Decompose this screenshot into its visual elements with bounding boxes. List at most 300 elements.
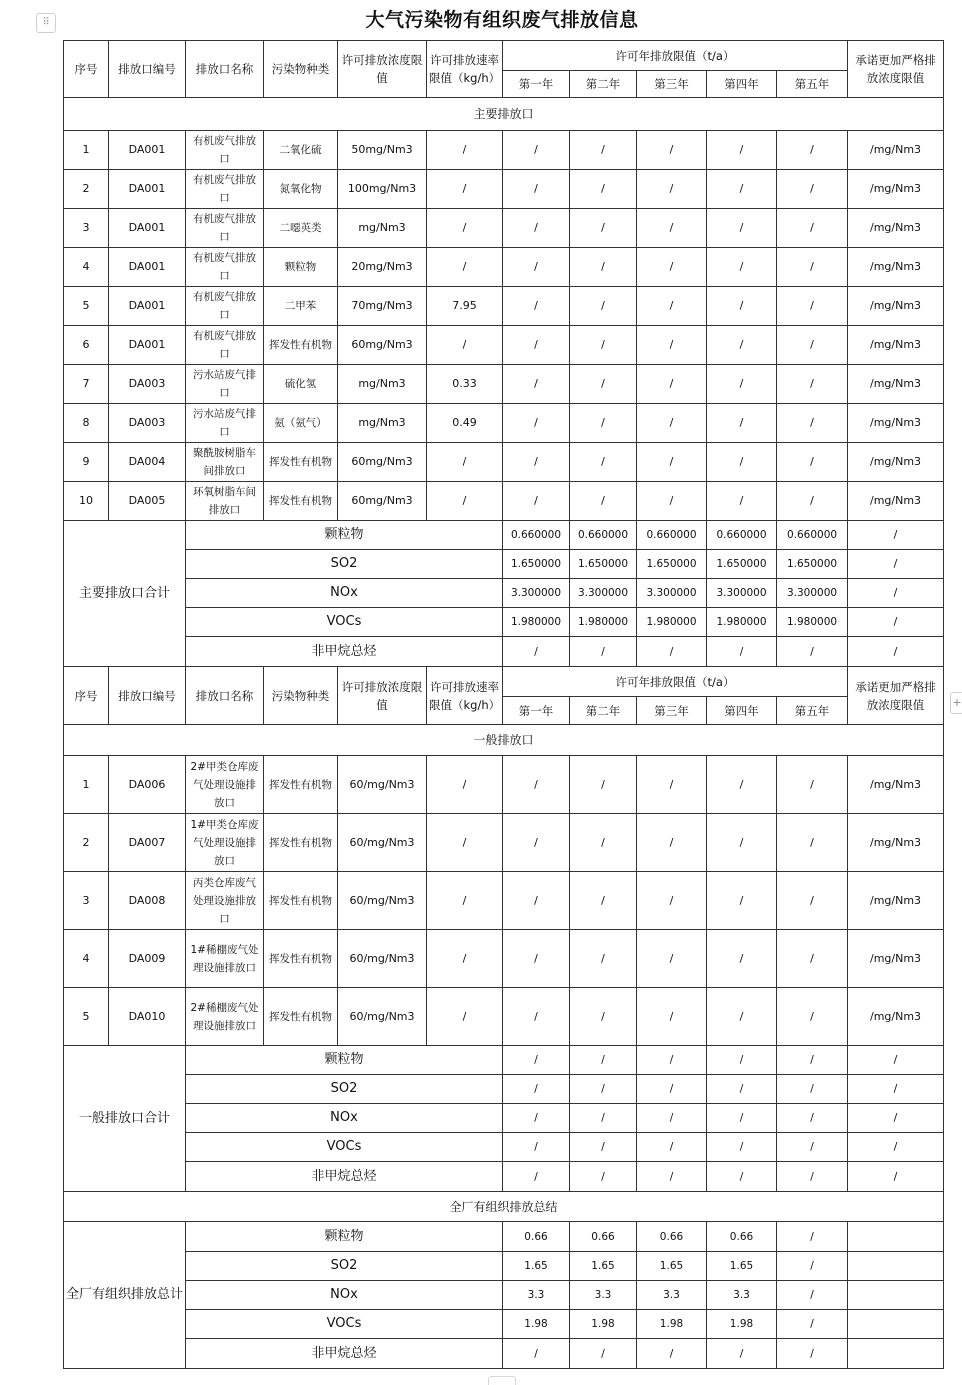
row-year-value: / [637, 930, 707, 988]
total-year-value: 1.650000 [777, 550, 848, 579]
row-year-value: / [570, 443, 637, 482]
total-year-value: 1.65 [707, 1252, 777, 1281]
row-outlet-name: 有机废气排放口 [186, 326, 264, 365]
row-year-value: / [777, 930, 848, 988]
table-row [64, 248, 944, 287]
total-year-value: / [777, 1162, 848, 1192]
row-conc-limit: 60/mg/Nm3 [338, 756, 427, 814]
add-column-icon[interactable]: + [950, 692, 962, 714]
total-year-value: / [707, 1075, 777, 1104]
row-year-value: / [637, 287, 707, 326]
total-year-value: 3.3 [637, 1281, 707, 1310]
row-year-value: / [570, 131, 637, 170]
total-year-value: 0.66 [503, 1222, 570, 1252]
total-year-value: / [503, 1075, 570, 1104]
row-year-value: / [777, 756, 848, 814]
row-rate-limit: / [427, 131, 503, 170]
row-year-value: / [707, 482, 777, 521]
row-year-value: / [637, 756, 707, 814]
row-year-value: / [637, 131, 707, 170]
header-year: 第一年 [503, 71, 570, 98]
total-year-value: 1.980000 [503, 608, 570, 637]
row-outlet-name: 2#甲类仓库废气处理设施排放口 [186, 756, 264, 814]
row-year-value: / [503, 482, 570, 521]
total-item: VOCs [186, 608, 503, 637]
total-item: 颗粒物 [186, 521, 503, 550]
row-seq: 4 [64, 248, 109, 287]
row-year-value: / [707, 170, 777, 209]
total-year-value: / [570, 1133, 637, 1162]
total-year-value: 1.65 [503, 1252, 570, 1281]
section-row [64, 98, 944, 131]
row-year-value: / [570, 404, 637, 443]
row-year-value: / [637, 872, 707, 930]
row-stricter-limit: /mg/Nm3 [848, 482, 944, 521]
total-year-value: / [637, 1339, 707, 1369]
row-pollutant: 二甲苯 [264, 287, 338, 326]
row-rate-limit: / [427, 443, 503, 482]
header-year: 第五年 [777, 697, 848, 725]
row-seq: 8 [64, 404, 109, 443]
row-year-value: / [777, 248, 848, 287]
section-plant-summary: 全厂有组织排放总结 [64, 1192, 944, 1222]
total-year-value: 3.300000 [707, 579, 777, 608]
row-stricter-limit: /mg/Nm3 [848, 209, 944, 248]
resize-handle[interactable] [488, 1376, 516, 1385]
total-row [64, 608, 944, 637]
total-row [64, 550, 944, 579]
row-year-value: / [777, 814, 848, 872]
total-label: 全厂有组织排放总计 [64, 1222, 186, 1369]
row-rate-limit: / [427, 872, 503, 930]
header-stricter: 承诺更加严格排放浓度限值 [848, 667, 944, 725]
row-pollutant: 挥发性有机物 [264, 482, 338, 521]
total-stricter: / [848, 1133, 944, 1162]
total-item: SO2 [186, 1252, 503, 1281]
row-year-value: / [637, 209, 707, 248]
header-year: 第三年 [637, 71, 707, 98]
total-year-value: 1.650000 [707, 550, 777, 579]
total-year-value: / [570, 637, 637, 667]
total-year-value: 0.660000 [637, 521, 707, 550]
row-year-value: / [707, 326, 777, 365]
total-stricter: / [848, 1046, 944, 1075]
row-year-value: / [707, 872, 777, 930]
total-label: 一般排放口合计 [64, 1046, 186, 1192]
section-row [64, 725, 944, 756]
row-outlet-name: 1#稀棚废气处理设施排放口 [186, 930, 264, 988]
row-year-value: / [777, 287, 848, 326]
total-year-value: 3.300000 [637, 579, 707, 608]
row-year-value: / [570, 365, 637, 404]
row-conc-limit: 20mg/Nm3 [338, 248, 427, 287]
row-outlet-name: 污水站废气排口 [186, 404, 264, 443]
row-year-value: / [777, 482, 848, 521]
total-row [64, 1046, 944, 1075]
total-stricter: / [848, 1075, 944, 1104]
total-year-value: / [570, 1339, 637, 1369]
row-outlet-code: DA001 [109, 287, 186, 326]
row-outlet-name: 丙类仓库废气处理设施排放口 [186, 872, 264, 930]
row-year-value: / [707, 443, 777, 482]
row-pollutant: 挥发性有机物 [264, 988, 338, 1046]
page-title: 大气污染物有组织废气排放信息 [365, 9, 639, 31]
total-stricter: / [848, 608, 944, 637]
row-seq: 5 [64, 287, 109, 326]
row-year-value: / [777, 209, 848, 248]
row-outlet-name: 有机废气排放口 [186, 287, 264, 326]
row-pollutant: 挥发性有机物 [264, 814, 338, 872]
total-year-value: 1.980000 [570, 608, 637, 637]
total-year-value: / [503, 1104, 570, 1133]
table-row [64, 443, 944, 482]
total-item: NOx [186, 1281, 503, 1310]
row-rate-limit: / [427, 326, 503, 365]
total-year-value: / [707, 1162, 777, 1192]
total-year-value: 0.660000 [707, 521, 777, 550]
total-row [64, 1133, 944, 1162]
row-outlet-name: 有机废气排放口 [186, 131, 264, 170]
row-year-value: / [707, 365, 777, 404]
row-outlet-code: DA003 [109, 365, 186, 404]
total-year-value: 1.65 [637, 1252, 707, 1281]
table-row [64, 756, 944, 814]
row-pollutant: 挥发性有机物 [264, 756, 338, 814]
row-year-value: / [777, 365, 848, 404]
header-conc-limit: 许可排放浓度限值 [338, 41, 427, 98]
header-pollutant: 污染物种类 [264, 667, 338, 725]
row-year-value: / [503, 404, 570, 443]
row-year-value: / [570, 482, 637, 521]
total-year-value: 1.980000 [777, 608, 848, 637]
row-pollutant: 挥发性有机物 [264, 872, 338, 930]
row-conc-limit: mg/Nm3 [338, 209, 427, 248]
row-year-value: / [503, 365, 570, 404]
table-row [64, 930, 944, 988]
row-conc-limit: 60/mg/Nm3 [338, 814, 427, 872]
total-item: 非甲烷总烃 [186, 1162, 503, 1192]
row-seq: 1 [64, 131, 109, 170]
total-item: SO2 [186, 550, 503, 579]
table-row [64, 365, 944, 404]
total-year-value: 1.650000 [503, 550, 570, 579]
row-outlet-code: DA007 [109, 814, 186, 872]
row-year-value: / [503, 170, 570, 209]
table-row [64, 404, 944, 443]
total-row [64, 1222, 944, 1252]
total-row [64, 1104, 944, 1133]
row-stricter-limit: /mg/Nm3 [848, 930, 944, 988]
row-stricter-limit: /mg/Nm3 [848, 872, 944, 930]
row-year-value: / [707, 131, 777, 170]
row-stricter-limit: /mg/Nm3 [848, 287, 944, 326]
total-year-value: 1.98 [707, 1310, 777, 1339]
total-year-value: 3.3 [570, 1281, 637, 1310]
row-year-value: / [503, 209, 570, 248]
total-year-value: / [777, 1104, 848, 1133]
row-year-value: / [503, 814, 570, 872]
total-stricter [848, 1310, 944, 1339]
row-year-value: / [637, 443, 707, 482]
row-stricter-limit: /mg/Nm3 [848, 988, 944, 1046]
total-year-value: / [503, 1133, 570, 1162]
total-row [64, 1075, 944, 1104]
total-row [64, 1252, 944, 1281]
row-year-value: / [637, 365, 707, 404]
total-year-value: 3.3 [503, 1281, 570, 1310]
total-year-value: / [570, 1162, 637, 1192]
total-row [64, 637, 944, 667]
row-year-value: / [777, 404, 848, 443]
row-conc-limit: 60mg/Nm3 [338, 326, 427, 365]
header-annual-limit: 许可年排放限值（t/a） [503, 41, 848, 71]
row-year-value: / [637, 248, 707, 287]
table-row [64, 988, 944, 1046]
total-year-value: / [637, 1162, 707, 1192]
total-year-value: 3.300000 [570, 579, 637, 608]
total-row [64, 1281, 944, 1310]
row-year-value: / [707, 209, 777, 248]
row-conc-limit: 60mg/Nm3 [338, 443, 427, 482]
header-outlet-code: 排放口编号 [109, 667, 186, 725]
row-seq: 3 [64, 209, 109, 248]
row-stricter-limit: /mg/Nm3 [848, 404, 944, 443]
total-year-value: / [777, 1075, 848, 1104]
row-year-value: / [707, 988, 777, 1046]
total-year-value: 0.660000 [503, 521, 570, 550]
section-row [64, 1192, 944, 1222]
total-row [64, 521, 944, 550]
total-stricter [848, 1252, 944, 1281]
header-year: 第四年 [707, 71, 777, 98]
row-year-value: / [503, 248, 570, 287]
row-year-value: / [637, 326, 707, 365]
total-year-value: / [777, 1222, 848, 1252]
row-year-value: / [777, 988, 848, 1046]
total-year-value: / [707, 1339, 777, 1369]
total-year-value: / [777, 637, 848, 667]
table-row [64, 326, 944, 365]
row-conc-limit: 60/mg/Nm3 [338, 988, 427, 1046]
total-row [64, 1162, 944, 1192]
table-row [64, 814, 944, 872]
row-outlet-code: DA005 [109, 482, 186, 521]
row-rate-limit: / [427, 930, 503, 988]
table-row [64, 209, 944, 248]
header-row [64, 41, 944, 71]
row-year-value: / [777, 326, 848, 365]
header-outlet-name: 排放口名称 [186, 667, 264, 725]
total-year-value: 0.66 [637, 1222, 707, 1252]
row-seq: 4 [64, 930, 109, 988]
total-year-value: / [570, 1046, 637, 1075]
row-rate-limit: / [427, 988, 503, 1046]
total-year-value: 1.65 [570, 1252, 637, 1281]
total-year-value: / [637, 637, 707, 667]
row-outlet-name: 环氧树脂车间排放口 [186, 482, 264, 521]
total-item: 非甲烷总烃 [186, 1339, 503, 1369]
row-year-value: / [503, 872, 570, 930]
row-year-value: / [777, 131, 848, 170]
total-label: 主要排放口合计 [64, 521, 186, 667]
total-year-value: / [637, 1075, 707, 1104]
total-row [64, 579, 944, 608]
total-item: 非甲烷总烃 [186, 637, 503, 667]
row-year-value: / [707, 404, 777, 443]
total-year-value: 0.66 [707, 1222, 777, 1252]
row-outlet-code: DA010 [109, 988, 186, 1046]
row-year-value: / [503, 131, 570, 170]
total-year-value: / [777, 1046, 848, 1075]
row-stricter-limit: /mg/Nm3 [848, 756, 944, 814]
total-year-value: / [777, 1310, 848, 1339]
total-row [64, 1339, 944, 1369]
total-year-value: 1.650000 [570, 550, 637, 579]
total-stricter: / [848, 579, 944, 608]
total-year-value: 3.300000 [503, 579, 570, 608]
emission-table [63, 40, 944, 1369]
row-rate-limit: / [427, 482, 503, 521]
row-outlet-name: 1#甲类仓库废气处理设施排放口 [186, 814, 264, 872]
row-outlet-code: DA001 [109, 326, 186, 365]
total-year-value: / [707, 1133, 777, 1162]
row-year-value: / [570, 872, 637, 930]
header-seq: 序号 [64, 667, 109, 725]
total-stricter: / [848, 1162, 944, 1192]
row-year-value: / [570, 988, 637, 1046]
row-outlet-name: 有机废气排放口 [186, 170, 264, 209]
header-pollutant: 污染物种类 [264, 41, 338, 98]
row-seq: 3 [64, 872, 109, 930]
row-seq: 9 [64, 443, 109, 482]
row-pollutant: 颗粒物 [264, 248, 338, 287]
row-year-value: / [503, 930, 570, 988]
total-year-value: 1.98 [637, 1310, 707, 1339]
total-year-value: / [707, 1104, 777, 1133]
row-conc-limit: 100mg/Nm3 [338, 170, 427, 209]
total-year-value: 1.98 [570, 1310, 637, 1339]
header-row [64, 667, 944, 697]
table-row [64, 482, 944, 521]
total-year-value: / [777, 1281, 848, 1310]
row-year-value: / [570, 930, 637, 988]
total-year-value: 3.3 [707, 1281, 777, 1310]
header-conc-limit: 许可排放浓度限值 [338, 667, 427, 725]
section-general-outlets: 一般排放口 [64, 725, 944, 756]
row-rate-limit: / [427, 248, 503, 287]
row-pollutant: 二氧化硫 [264, 131, 338, 170]
row-seq: 5 [64, 988, 109, 1046]
row-outlet-code: DA008 [109, 872, 186, 930]
total-stricter: / [848, 637, 944, 667]
table-row [64, 872, 944, 930]
row-year-value: / [707, 930, 777, 988]
row-year-value: / [777, 170, 848, 209]
row-year-value: / [503, 756, 570, 814]
drag-handle-icon[interactable]: ⠿ [36, 13, 56, 33]
row-year-value: / [570, 814, 637, 872]
header-year: 第三年 [637, 697, 707, 725]
row-seq: 1 [64, 756, 109, 814]
row-year-value: / [637, 988, 707, 1046]
total-year-value: 0.66 [570, 1222, 637, 1252]
total-stricter [848, 1222, 944, 1252]
row-pollutant: 氮氧化物 [264, 170, 338, 209]
row-outlet-code: DA009 [109, 930, 186, 988]
row-seq: 7 [64, 365, 109, 404]
row-year-value: / [570, 248, 637, 287]
row-year-value: / [777, 872, 848, 930]
row-outlet-code: DA003 [109, 404, 186, 443]
row-year-value: / [637, 170, 707, 209]
row-conc-limit: 60/mg/Nm3 [338, 930, 427, 988]
header-rate-limit: 许可排放速率限值（kg/h） [427, 667, 503, 725]
row-conc-limit: mg/Nm3 [338, 404, 427, 443]
row-conc-limit: 60/mg/Nm3 [338, 872, 427, 930]
total-year-value: / [570, 1075, 637, 1104]
section-main-outlets: 主要排放口 [64, 98, 944, 131]
total-year-value: 0.660000 [570, 521, 637, 550]
total-year-value: / [777, 1339, 848, 1369]
header-stricter: 承诺更加严格排放浓度限值 [848, 41, 944, 98]
row-rate-limit: 7.95 [427, 287, 503, 326]
row-rate-limit: / [427, 756, 503, 814]
header-year: 第五年 [777, 71, 848, 98]
row-year-value: / [637, 482, 707, 521]
row-year-value: / [503, 443, 570, 482]
row-year-value: / [707, 248, 777, 287]
row-conc-limit: 70mg/Nm3 [338, 287, 427, 326]
row-outlet-code: DA004 [109, 443, 186, 482]
total-item: VOCs [186, 1310, 503, 1339]
row-stricter-limit: /mg/Nm3 [848, 248, 944, 287]
row-pollutant: 挥发性有机物 [264, 443, 338, 482]
total-year-value: / [637, 1133, 707, 1162]
row-stricter-limit: /mg/Nm3 [848, 814, 944, 872]
row-stricter-limit: /mg/Nm3 [848, 170, 944, 209]
row-outlet-code: DA001 [109, 209, 186, 248]
total-year-value: / [637, 1104, 707, 1133]
row-conc-limit: 60mg/Nm3 [338, 482, 427, 521]
row-seq: 2 [64, 814, 109, 872]
total-year-value: 1.98 [503, 1310, 570, 1339]
row-rate-limit: 0.33 [427, 365, 503, 404]
row-outlet-code: DA001 [109, 248, 186, 287]
total-year-value: / [503, 1339, 570, 1369]
row-year-value: / [570, 287, 637, 326]
total-year-value: / [503, 637, 570, 667]
total-year-value: 1.980000 [707, 608, 777, 637]
row-rate-limit: / [427, 814, 503, 872]
total-year-value: 3.300000 [777, 579, 848, 608]
header-seq: 序号 [64, 41, 109, 98]
total-year-value: / [777, 1252, 848, 1281]
total-year-value: 0.660000 [777, 521, 848, 550]
row-conc-limit: mg/Nm3 [338, 365, 427, 404]
row-year-value: / [637, 404, 707, 443]
total-year-value: / [503, 1162, 570, 1192]
row-stricter-limit: /mg/Nm3 [848, 326, 944, 365]
row-pollutant: 硫化氢 [264, 365, 338, 404]
total-item: 颗粒物 [186, 1046, 503, 1075]
row-year-value: / [570, 170, 637, 209]
total-year-value: / [777, 1133, 848, 1162]
header-annual-limit: 许可年排放限值（t/a） [503, 667, 848, 697]
row-year-value: / [777, 443, 848, 482]
row-year-value: / [503, 988, 570, 1046]
total-year-value: / [503, 1046, 570, 1075]
table-row [64, 131, 944, 170]
